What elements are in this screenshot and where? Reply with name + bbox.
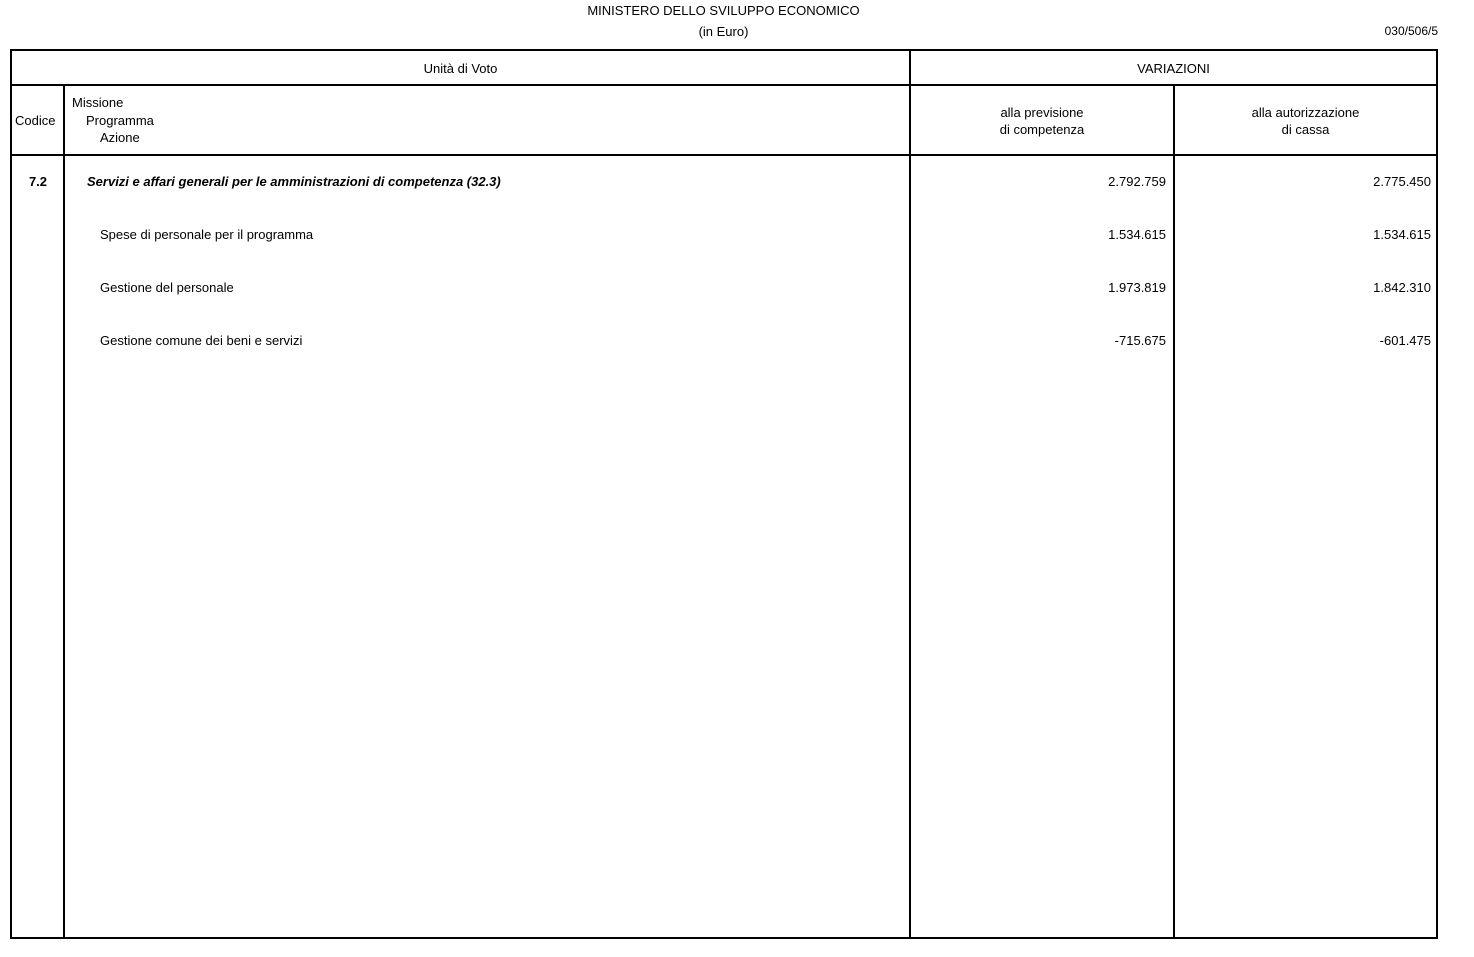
cassa-value: 2.775.450 — [1373, 174, 1431, 189]
header-divider — [10, 84, 1438, 86]
currency-note: (in Euro) — [698, 24, 749, 39]
variazioni-column-rule — [909, 49, 911, 939]
code-column-rule — [63, 86, 65, 939]
column-header-cassa-1: alla autorizzazione — [1251, 105, 1360, 120]
document-title: MINISTERO DELLO SVILUPPO ECONOMICO — [587, 3, 860, 18]
column-header-codice: Codice — [15, 113, 56, 128]
competenza-value: 1.973.819 — [1108, 280, 1166, 295]
cassa-column-rule — [1173, 86, 1175, 939]
row-code: 7.2 — [28, 174, 48, 189]
group-header-variazioni: VARIAZIONI — [1137, 61, 1210, 76]
group-header-unita-di-voto: Unità di Voto — [423, 61, 498, 76]
cassa-value: -601.475 — [1379, 333, 1431, 348]
azione-description: Gestione del personale — [100, 280, 234, 295]
column-header-previsione-1: alla previsione — [1000, 105, 1084, 120]
programma-description: Servizi e affari generali per le amministrazioni di competenza (32.3) — [87, 174, 501, 189]
column-header-missione: Missione — [72, 95, 124, 110]
column-header-azione: Azione — [100, 130, 140, 145]
azione-description: Spese di personale per il programma — [100, 227, 314, 242]
page-reference: 030/506/5 — [1384, 24, 1438, 38]
competenza-value: 2.792.759 — [1108, 174, 1166, 189]
competenza-value: 1.534.615 — [1108, 227, 1166, 242]
column-header-cassa-2: di cassa — [1281, 122, 1330, 137]
cassa-value: 1.534.615 — [1373, 227, 1431, 242]
cassa-value: 1.842.310 — [1373, 280, 1431, 295]
azione-description: Gestione comune dei beni e servizi — [100, 333, 303, 348]
competenza-value: -715.675 — [1114, 333, 1166, 348]
column-header-programma: Programma — [86, 113, 154, 128]
column-header-previsione-2: di competenza — [999, 122, 1085, 137]
column-header-divider — [10, 154, 1438, 156]
